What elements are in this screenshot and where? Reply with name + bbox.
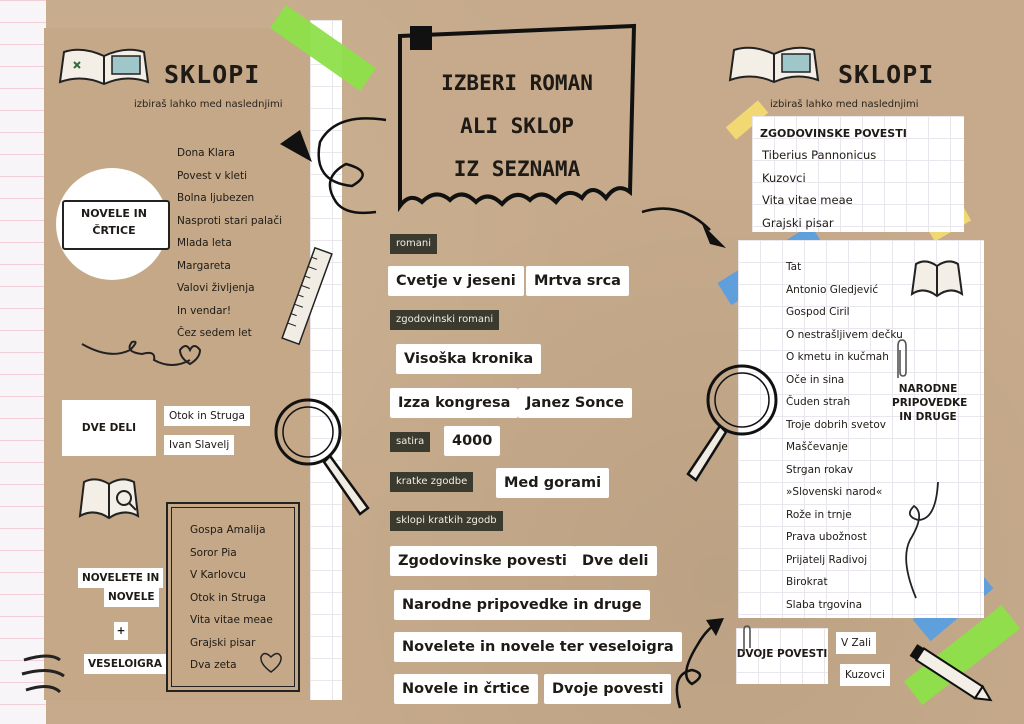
- category-tag: kratke zgodbe: [390, 472, 473, 492]
- novelete-label-1: NOVELETE IN: [78, 568, 163, 588]
- list-item: Margareta: [177, 259, 231, 272]
- curly-arrow-icon: [276, 112, 396, 222]
- list-item: Birokrat: [786, 576, 828, 588]
- list-item: Dva zeta: [190, 659, 237, 671]
- magnifier-icon: [680, 356, 784, 484]
- list-item: Mlada leta: [177, 237, 232, 249]
- book-chip[interactable]: Janez Sonce: [518, 388, 632, 418]
- heading-line: IZBERI ROMAN: [441, 71, 593, 95]
- novelete-label-2: NOVELE: [104, 587, 159, 607]
- open-book-icon: [908, 256, 966, 302]
- list-item: Prijatelj Radivoj: [786, 553, 868, 566]
- dvoje-item-2: Kuzovci: [840, 664, 890, 686]
- list-item: Tat: [786, 261, 802, 273]
- right-subtitle: izbiraš lahko med naslednjimi: [770, 99, 919, 110]
- book-chip[interactable]: Mrtva srca: [526, 266, 629, 296]
- zgodovinske-list: [762, 144, 876, 234]
- book-chip[interactable]: Dve deli: [574, 546, 657, 576]
- book-chip[interactable]: Visoška kronika: [396, 344, 541, 374]
- book-chip[interactable]: Zgodovinske povesti: [390, 546, 575, 576]
- list-item: Maščevanje: [786, 441, 848, 453]
- category-tag: sklopi kratkih zgodb: [390, 511, 503, 531]
- book-chip[interactable]: Cvetje v jeseni: [388, 266, 524, 296]
- category-tag: romani: [390, 234, 437, 254]
- heading-text: [392, 62, 642, 191]
- book-chip[interactable]: Izza kongresa: [390, 388, 518, 418]
- list-item: Čuden strah: [786, 396, 851, 408]
- dve-deli-label: DVE DELI: [62, 400, 156, 456]
- list-item: Strgan rokav: [786, 463, 854, 476]
- list-item: Povest v kleti: [177, 169, 248, 182]
- list-item: Antonio Gledjević: [786, 283, 879, 296]
- category-tag: satira: [390, 432, 430, 452]
- veseloigra-label: VESELOIGRA: [84, 654, 166, 674]
- novele-label: NOVELE IN ČRTICE: [81, 207, 147, 237]
- list-item: Soror Pia: [190, 546, 237, 559]
- right-title: SKLOPI: [838, 60, 935, 89]
- list-item: Troje dobrih svetov: [786, 418, 886, 431]
- paperclip-icon: [894, 338, 908, 382]
- book-chip[interactable]: Novele in črtice: [394, 674, 538, 704]
- open-book-icon: [76, 474, 142, 524]
- ruler-icon: [282, 246, 332, 346]
- narodne-label: NARODNE PRIPOVEDKE IN DRUGE: [892, 383, 968, 423]
- list-item: Gospa Amalija: [190, 524, 266, 536]
- book-chip[interactable]: Dvoje povesti: [544, 674, 671, 704]
- list-item: Valovi življenja: [177, 282, 255, 294]
- list-item: Gospod Ciril: [786, 306, 850, 318]
- zgodovinske-heading: ZGODOVINSKE POVESTI: [760, 127, 907, 140]
- left-title: SKLOPI: [164, 60, 261, 89]
- list-item: Slaba trgovina: [786, 598, 863, 611]
- list-item: Dona Klara: [177, 147, 235, 159]
- heart-doodle-icon: [80, 330, 210, 380]
- list-item: Grajski pisar: [762, 215, 834, 230]
- curly-arrow-icon: [640, 200, 730, 252]
- book-chip[interactable]: Med gorami: [496, 468, 609, 498]
- category-tag: zgodovinski romani: [390, 310, 499, 330]
- list-item: Otok in Struga: [190, 591, 266, 604]
- novele-list: [177, 142, 282, 345]
- book-chip[interactable]: Narodne pripovedke in druge: [394, 590, 650, 620]
- heart-doodle-icon: [258, 650, 284, 674]
- list-item: Bolna ljubezen: [177, 192, 255, 204]
- list-item: O nestrašljivem dečku: [786, 328, 903, 341]
- list-item: In vendar!: [177, 304, 232, 317]
- swirl-doodle-icon: [20, 650, 70, 700]
- heart-doodle-icon: [896, 480, 946, 600]
- left-subtitle: izbiraš lahko med naslednjimi: [134, 99, 283, 110]
- list-item: Oče in sina: [786, 373, 845, 386]
- list-item: Rože in trnje: [786, 508, 852, 521]
- list-item: V Karlovcu: [190, 569, 246, 581]
- dve-deli-item-1: Otok in Struga: [164, 406, 250, 426]
- open-book-icon: [56, 44, 152, 90]
- heading-line: IZ SEZNAMA: [453, 157, 581, 181]
- heading-line: ALI SKLOP: [460, 114, 574, 138]
- left-lined-paper: [0, 0, 46, 724]
- curly-arrow-icon: [668, 614, 728, 714]
- plus-label: +: [114, 622, 128, 640]
- list-item: Čez sedem let: [177, 327, 252, 339]
- dvoje-label: DVOJE POVESTI: [736, 648, 828, 660]
- book-chip[interactable]: Novelete in novele ter veseloigra: [394, 632, 682, 662]
- list-item: Prava ubožnost: [786, 531, 867, 543]
- narodne-list: [786, 256, 903, 616]
- magnifier-icon: [270, 392, 380, 518]
- dve-deli-item-2: Ivan Slavelj: [164, 435, 234, 455]
- paperclip-icon: [740, 624, 754, 654]
- list-item: Grajski pisar: [190, 636, 256, 649]
- list-item: O kmetu in kučmah: [786, 351, 889, 363]
- list-item: Nasproti stari palači: [177, 214, 283, 227]
- dvoje-item-1: V Zali: [836, 632, 876, 654]
- pencil-icon: [904, 640, 1000, 710]
- list-item: Vita vitae meae: [762, 193, 853, 207]
- list-item: Vita vitae meae: [190, 614, 273, 626]
- list-item: Tiberius Pannonicus: [762, 148, 877, 162]
- open-book-icon: [726, 42, 822, 88]
- book-chip[interactable]: 4000: [444, 426, 500, 456]
- list-item: Kuzovci: [762, 170, 806, 185]
- list-item: »Slovenski narod«: [786, 486, 883, 498]
